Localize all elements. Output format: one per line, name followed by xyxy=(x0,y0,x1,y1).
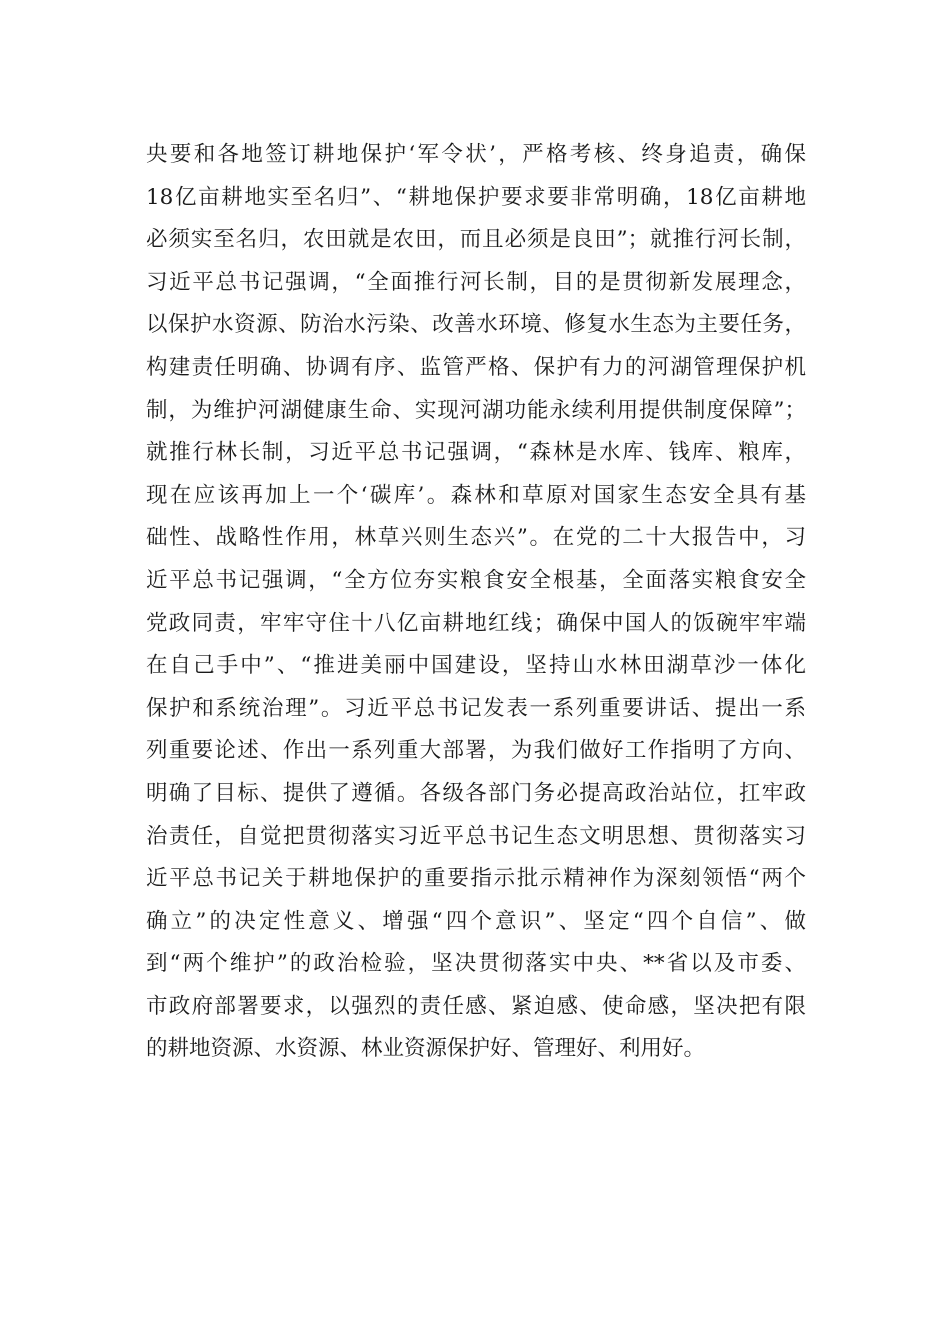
text-line: 以保护水资源、防治水污染、改善水环境、修复水生态为主要任务， xyxy=(146,312,806,338)
text-line: 构建责任明确、协调有序、监管严格、保护有力的河湖管理保护机 xyxy=(146,354,806,380)
text-line: 到“两个维护”的政治检验，坚决贯彻落实中央、**省以及市委、 xyxy=(146,951,806,977)
text-line: 习近平总书记强调，“全面推行河长制，目的是贯彻新发展理念， xyxy=(146,269,806,295)
text-line: 础性、战略性作用，林草兴则生态兴”。在党的二十大报告中，习 xyxy=(146,525,806,551)
text-line: 治责任，自觉把贯彻落实习近平总书记生态文明思想、贯彻落实习 xyxy=(146,823,806,849)
text-line: 就推行林长制，习近平总书记强调，“森林是水库、钱库、粮库， xyxy=(146,440,806,466)
text-line: 央要和各地签订耕地保护‘军令状’，严格考核、终身追责，确保 xyxy=(146,142,806,167)
body-paragraph xyxy=(146,134,806,1071)
text-line: 近平总书记关于耕地保护的重要指示批示精神作为深刻领悟“两个 xyxy=(146,866,806,892)
text-line: 列重要论述、作出一系列重大部署，为我们做好工作指明了方向、 xyxy=(146,738,806,764)
text-line: 制，为维护河湖健康生命、实现河湖功能永续利用提供制度保障”； xyxy=(146,397,806,423)
text-line: 确立”的决定性意义、增强“四个意识”、坚定“四个自信”、做 xyxy=(146,908,806,934)
text-line: 保护和系统治理”。习近平总书记发表一系列重要讲话、提出一系 xyxy=(146,695,806,721)
text-line: 明确了目标、提供了遵循。各级各部门务必提高政治站位，扛牢政 xyxy=(146,780,806,806)
text-line: 现在应该再加上一个‘碳库’。森林和草原对国家生态安全具有基 xyxy=(146,482,806,508)
text-line: 市政府部署要求，以强烈的责任感、紧迫感、使命感，坚决把有限 xyxy=(146,993,806,1019)
text-line: 党政同责，牢牢守住十八亿亩耕地红线；确保中国人的饭碗牢牢端 xyxy=(146,610,806,636)
text-line: 在自己手中”、“推进美丽中国建设，坚持山水林田湖草沙一体化 xyxy=(146,653,806,679)
text-line: 的耕地资源、水资源、林业资源保护好、管理好、利用好。 xyxy=(146,1036,706,1062)
text-line: 必须实至名归，农田就是农田，而且必须是良田”；就推行河长制， xyxy=(146,227,806,253)
text-line: 近平总书记强调，“全方位夯实粮食安全根基，全面落实粮食安全 xyxy=(146,567,806,593)
text-line: 18亿亩耕地实至名归”、“耕地保护要求要非常明确，18亿亩耕地 xyxy=(146,184,806,210)
